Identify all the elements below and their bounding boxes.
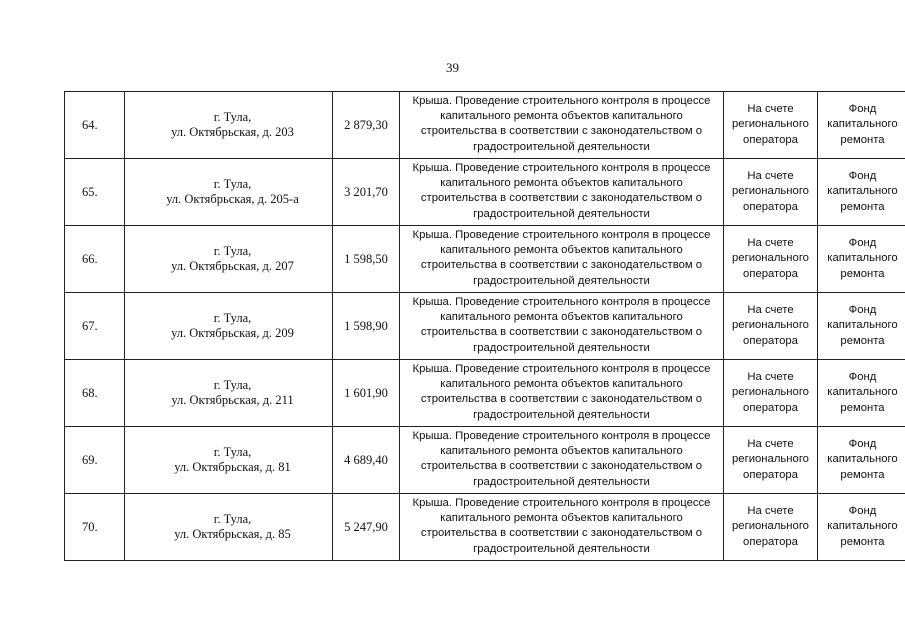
- area-value: 1 598,90: [333, 293, 400, 360]
- account-cell: [724, 494, 818, 561]
- funding-source-line: ремонта: [840, 200, 885, 213]
- work-description-line: строительства в соответствии с законодательством о: [420, 326, 703, 339]
- funding-source-cell: [818, 159, 905, 226]
- work-description-line: Крыша. Проведение строительного контроля в процессе: [412, 162, 711, 174]
- funding-source-line: ремонта: [840, 468, 885, 481]
- funding-source-line: капитального: [827, 453, 898, 466]
- row-number: 67.: [65, 293, 125, 360]
- work-description-line: градостроительной деятельности: [473, 140, 650, 153]
- work-description-line: Крыша. Проведение строительного контроля в процессе: [412, 296, 711, 308]
- address-city: г. Тула,: [213, 110, 252, 124]
- account-line: На счете: [747, 170, 794, 183]
- work-description-line: Крыша. Проведение строительного контроля в процессе: [412, 95, 711, 107]
- work-description-line: Крыша. Проведение строительного контроля в процессе: [412, 363, 711, 375]
- address-cell: [125, 360, 333, 427]
- work-description: [400, 226, 724, 293]
- work-description-line: Крыша. Проведение строительного контроля в процессе: [412, 497, 711, 509]
- area-value: 3 201,70: [333, 159, 400, 226]
- funding-source-line: капитального: [827, 118, 898, 131]
- table-row: [65, 494, 905, 561]
- funding-source-line: Фонд: [848, 304, 877, 317]
- work-description-line: капитального ремонта объектов капитального: [440, 378, 683, 391]
- row-number: 65.: [65, 159, 125, 226]
- funding-source-line: Фонд: [848, 103, 877, 116]
- work-description-line: капитального ремонта объектов капитального: [440, 311, 683, 324]
- account-line: оператора: [743, 468, 798, 481]
- table-row: [65, 159, 905, 226]
- funding-source-line: ремонта: [840, 535, 885, 548]
- account-line: оператора: [743, 535, 798, 548]
- address-cell: [125, 226, 333, 293]
- work-description-line: градостроительной деятельности: [473, 274, 650, 287]
- funding-source-line: Фонд: [848, 438, 877, 451]
- account-line: оператора: [743, 267, 798, 280]
- work-description: [400, 427, 724, 494]
- account-line: оператора: [743, 200, 798, 213]
- work-description-line: капитального ремонта объектов капитального: [440, 177, 683, 190]
- account-line: На счете: [747, 237, 794, 250]
- funding-source-line: Фонд: [848, 170, 877, 183]
- address-cell: [125, 159, 333, 226]
- funding-source-line: капитального: [827, 520, 898, 533]
- account-cell: [724, 360, 818, 427]
- work-description-line: капитального ремонта объектов капитального: [440, 244, 683, 257]
- table-row: [65, 427, 905, 494]
- funding-source-line: ремонта: [840, 334, 885, 347]
- work-description-line: строительства в соответствии с законодательством о: [420, 460, 703, 473]
- account-cell: [724, 293, 818, 360]
- row-number: 64.: [65, 92, 125, 159]
- row-number: 69.: [65, 427, 125, 494]
- work-description-line: градостроительной деятельности: [473, 408, 650, 421]
- address-city: г. Тула,: [213, 445, 252, 459]
- account-line: На счете: [747, 438, 794, 451]
- row-number: 70.: [65, 494, 125, 561]
- work-description-line: градостроительной деятельности: [473, 207, 650, 220]
- account-line: регионального: [732, 118, 809, 131]
- work-description: [400, 92, 724, 159]
- account-line: оператора: [743, 401, 798, 414]
- funding-source-line: Фонд: [848, 371, 877, 384]
- account-cell: [724, 159, 818, 226]
- work-description-line: строительства в соответствии с законодательством о: [420, 393, 703, 406]
- work-description-line: капитального ремонта объектов капитального: [440, 110, 683, 123]
- address-street: ул. Октябрьская, д. 81: [174, 460, 291, 474]
- account-line: оператора: [743, 334, 798, 347]
- account-line: На счете: [747, 371, 794, 384]
- account-line: На счете: [747, 304, 794, 317]
- address-street: ул. Октябрьская, д. 211: [171, 393, 294, 407]
- funding-source-line: ремонта: [840, 133, 885, 146]
- work-description-line: строительства в соответствии с законодательством о: [420, 527, 703, 540]
- work-description-line: капитального ремонта объектов капитального: [440, 512, 683, 525]
- area-value: 1 601,90: [333, 360, 400, 427]
- address-city: г. Тула,: [213, 244, 252, 258]
- address-city: г. Тула,: [213, 311, 252, 325]
- area-value: 1 598,50: [333, 226, 400, 293]
- row-number: 66.: [65, 226, 125, 293]
- area-value: 2 879,30: [333, 92, 400, 159]
- area-value: 5 247,90: [333, 494, 400, 561]
- account-line: регионального: [732, 453, 809, 466]
- address-street: ул. Октябрьская, д. 207: [171, 259, 294, 273]
- address-cell: [125, 427, 333, 494]
- table-row: [65, 360, 905, 427]
- funding-source-cell: [818, 226, 905, 293]
- account-line: регионального: [732, 252, 809, 265]
- funding-source-cell: [818, 92, 905, 159]
- funding-source-line: ремонта: [840, 267, 885, 280]
- address-street: ул. Октябрьская, д. 203: [171, 125, 294, 139]
- work-description-line: строительства в соответствии с законодательством о: [420, 125, 703, 138]
- work-description: [400, 293, 724, 360]
- account-cell: [724, 427, 818, 494]
- area-value: 4 689,40: [333, 427, 400, 494]
- funding-source-cell: [818, 360, 905, 427]
- funding-source-line: ремонта: [840, 401, 885, 414]
- account-line: регионального: [732, 520, 809, 533]
- work-description-line: Крыша. Проведение строительного контроля в процессе: [412, 229, 711, 241]
- account-line: На счете: [747, 505, 794, 518]
- account-line: На счете: [747, 103, 794, 116]
- account-line: регионального: [732, 319, 809, 332]
- address-cell: [125, 293, 333, 360]
- work-description: [400, 159, 724, 226]
- account-line: регионального: [732, 386, 809, 399]
- address-street: ул. Октябрьская, д. 209: [171, 326, 294, 340]
- work-description: [400, 494, 724, 561]
- account-line: оператора: [743, 133, 798, 146]
- work-description-line: строительства в соответствии с законодательством о: [420, 259, 703, 272]
- account-line: регионального: [732, 185, 809, 198]
- funding-source-line: капитального: [827, 319, 898, 332]
- table-row: [65, 92, 905, 159]
- address-city: г. Тула,: [213, 512, 252, 526]
- work-description: [400, 360, 724, 427]
- account-cell: [724, 226, 818, 293]
- funding-source-cell: [818, 494, 905, 561]
- address-city: г. Тула,: [213, 378, 252, 392]
- funding-source-line: Фонд: [848, 237, 877, 250]
- funding-source-line: капитального: [827, 252, 898, 265]
- funding-source-line: капитального: [827, 386, 898, 399]
- row-number: 68.: [65, 360, 125, 427]
- work-description-line: Крыша. Проведение строительного контроля в процессе: [412, 430, 711, 442]
- address-city: г. Тула,: [213, 177, 252, 191]
- table-row: [65, 226, 905, 293]
- page-number: 39: [446, 60, 459, 75]
- funding-source-cell: [818, 427, 905, 494]
- funding-source-cell: [818, 293, 905, 360]
- funding-source-line: капитального: [827, 185, 898, 198]
- works-table-body: [65, 92, 905, 561]
- address-cell: [125, 494, 333, 561]
- works-table: [64, 91, 905, 561]
- account-cell: [724, 92, 818, 159]
- address-street: ул. Октябрьская, д. 205-а: [166, 192, 299, 206]
- work-description-line: градостроительной деятельности: [473, 475, 650, 488]
- work-description-line: градостроительной деятельности: [473, 542, 650, 555]
- work-description-line: строительства в соответствии с законодательством о: [420, 192, 703, 205]
- address-cell: [125, 92, 333, 159]
- work-description-line: градостроительной деятельности: [473, 341, 650, 354]
- address-street: ул. Октябрьская, д. 85: [174, 527, 291, 541]
- funding-source-line: Фонд: [848, 505, 877, 518]
- work-description-line: капитального ремонта объектов капитального: [440, 445, 683, 458]
- table-row: [65, 293, 905, 360]
